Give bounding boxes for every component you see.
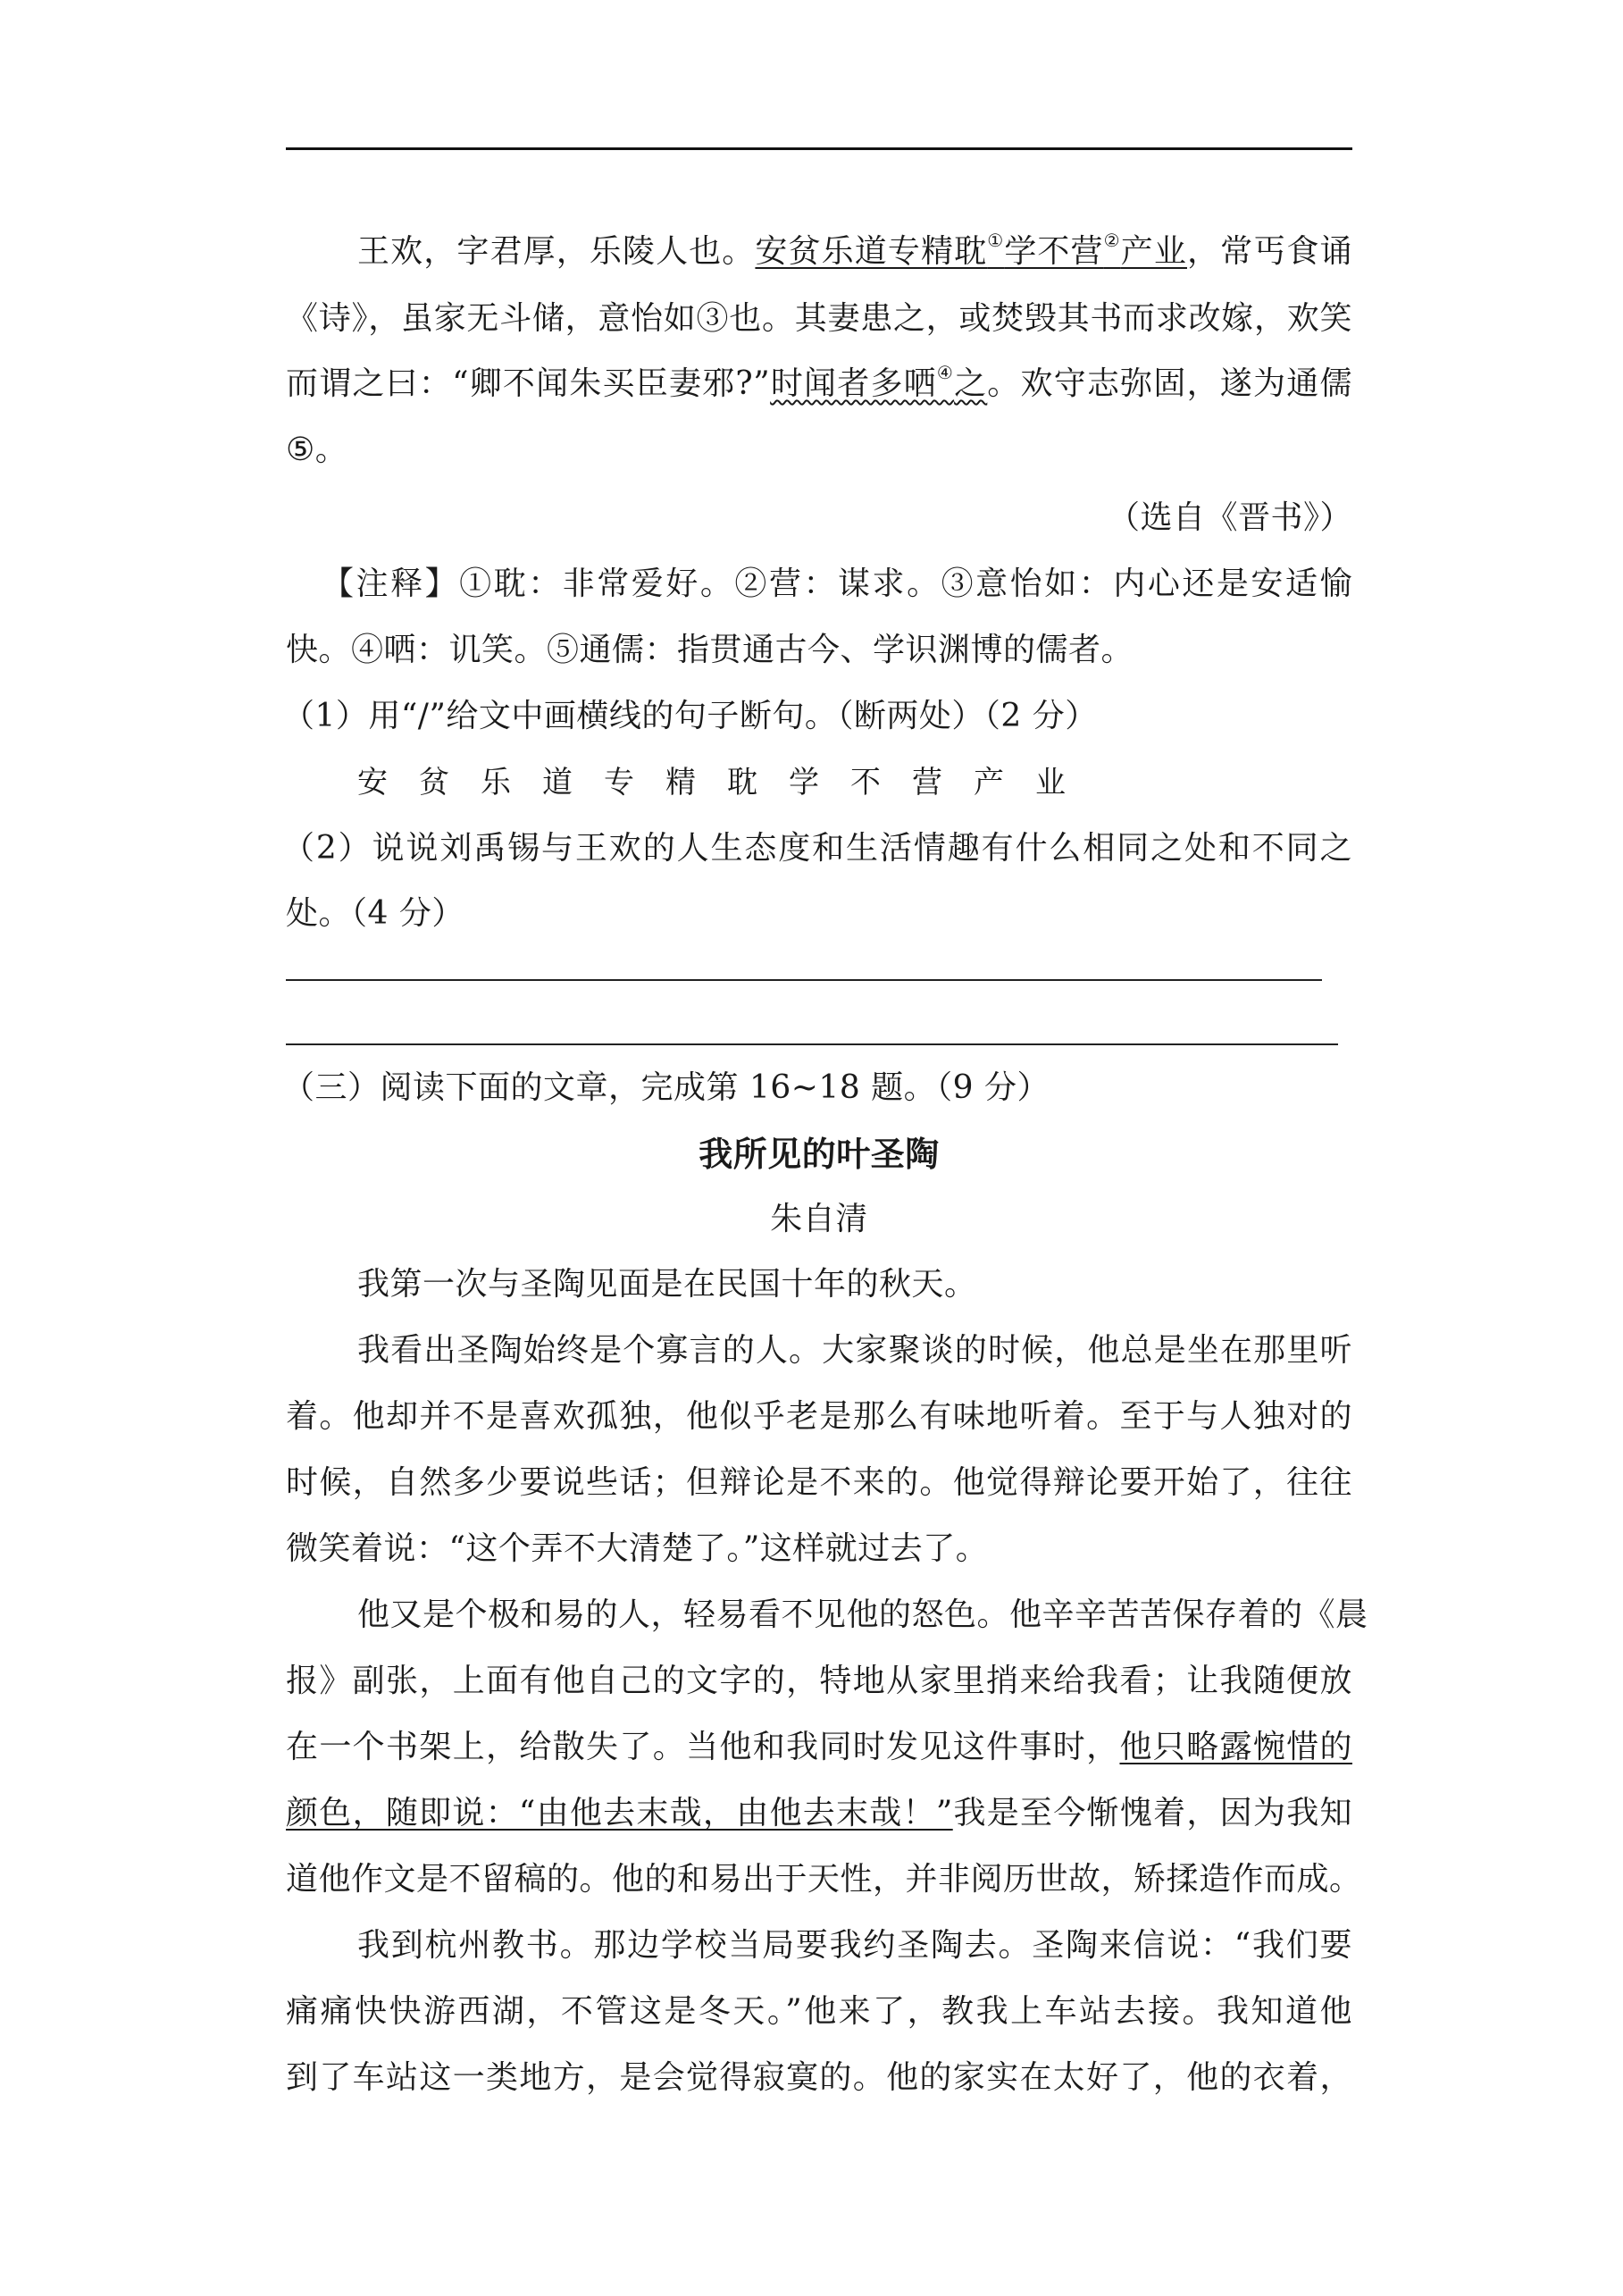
question-1: （1）用“/”给文中画横线的句子断句。（断两处）（2 分） <box>282 698 1098 734</box>
paragraph-1: 我第一次与圣陶见面是在民国十年的秋天。 <box>357 1266 977 1303</box>
paragraph-3-line-5: 道他作文是不留稿的。他的和易出于天性，并非阅历世故，矫揉造作而成。 <box>286 1861 1362 1898</box>
paragraph-3-line-2: 报》副张，上面有他自己的文字的，特地从家里捎来给我看；让我随便放 <box>286 1663 1352 1699</box>
question-1-sentence: 安贫乐道专精耽学不营产业 <box>357 765 1097 800</box>
paragraph-2-line-2: 着。他却并不是喜欢孤独，他似乎老是那么有味地听着。至于与人独对的 <box>286 1398 1352 1435</box>
passage-line-3: 而谓之曰：“卿不闻朱买臣妻邪?”时闻者多哂④之。欢守志弥固，遂为通儒 <box>286 362 1352 402</box>
paragraph-3-line-4: 颜色，随即说：“由他去末哉，由他去末哉！”我是至今惭愧着，因为我知 <box>286 1795 1352 1831</box>
paragraph-4-line-1: 我到杭州教书。那边学校当局要我约圣陶去。圣陶来信说：“我们要 <box>357 1927 1352 1964</box>
notes-line-1: 【注释】①耽：非常爱好。②营：谋求。③意怡如：内心还是安适愉 <box>322 566 1352 602</box>
source-citation: （选自《晋书》） <box>1107 499 1352 536</box>
article-author: 朱自清 <box>770 1201 868 1237</box>
underlined-passage-part-2: 颜色，随即说：“由他去末哉，由他去末哉！” <box>286 1795 953 1831</box>
question-2-line-2: 处。（4 分） <box>286 895 464 932</box>
passage-line-4: ⑤。 <box>286 432 348 468</box>
underlined-passage-part-1: 他只略露惋惜的 <box>1119 1729 1352 1765</box>
question-2-line-1: （2）说说刘禹锡与王欢的人生态度和生活情趣有什么相同之处和不同之 <box>282 830 1352 867</box>
answer-line-1[interactable] <box>286 979 1322 981</box>
paragraph-2-line-3: 时候，自然多少要说些话；但辩论是不来的。他觉得辩论要开始了，往往 <box>286 1464 1352 1501</box>
paragraph-2-line-4: 微笑着说：“这个弄不大清楚了。”这样就过去了。 <box>286 1530 989 1567</box>
passage-line-1: 王欢，字君厚，乐陵人也。安贫乐道专精耽①学不营②产业，常丐食诵 <box>357 230 1352 270</box>
answer-line-2[interactable] <box>286 1043 1338 1045</box>
passage-line-2: 《诗》，虽家无斗储，意怡如③也。其妻患之，或焚毁其书而求改嫁，欢笑 <box>286 300 1352 337</box>
underlined-sentence: 安贫乐道专精耽①学不营②产业 <box>755 230 1187 270</box>
top-rule <box>286 147 1352 150</box>
wavy-underlined-phrase: 时闻者多哂④之 <box>770 362 988 402</box>
paragraph-3-line-1: 他又是个极和易的人，轻易看不见他的怒色。他辛辛苦苦保存着的《晨 <box>357 1596 1368 1633</box>
section-3-heading: （三）阅读下面的文章，完成第 16~18 题。（9 分） <box>282 1069 1050 1106</box>
article-title: 我所见的叶圣陶 <box>699 1134 940 1174</box>
notes-line-2: 快。④哂：讥笑。⑤通儒：指贯通古今、学识渊博的儒者。 <box>286 632 1134 668</box>
paragraph-4-line-2: 痛痛快快游西湖，不管这是冬天。”他来了，教我上车站去接。我知道他 <box>286 1993 1352 2030</box>
paragraph-2-line-1: 我看出圣陶始终是个寡言的人。大家聚谈的时候，他总是坐在那里听 <box>357 1332 1352 1369</box>
paragraph-4-line-3: 到了车站这一类地方，是会觉得寂寞的。他的家实在太好了，他的衣着， <box>286 2059 1352 2096</box>
paragraph-3-line-3: 在一个书架上，给散失了。当他和我同时发见这件事时，他只略露惋惜的 <box>286 1729 1352 1765</box>
